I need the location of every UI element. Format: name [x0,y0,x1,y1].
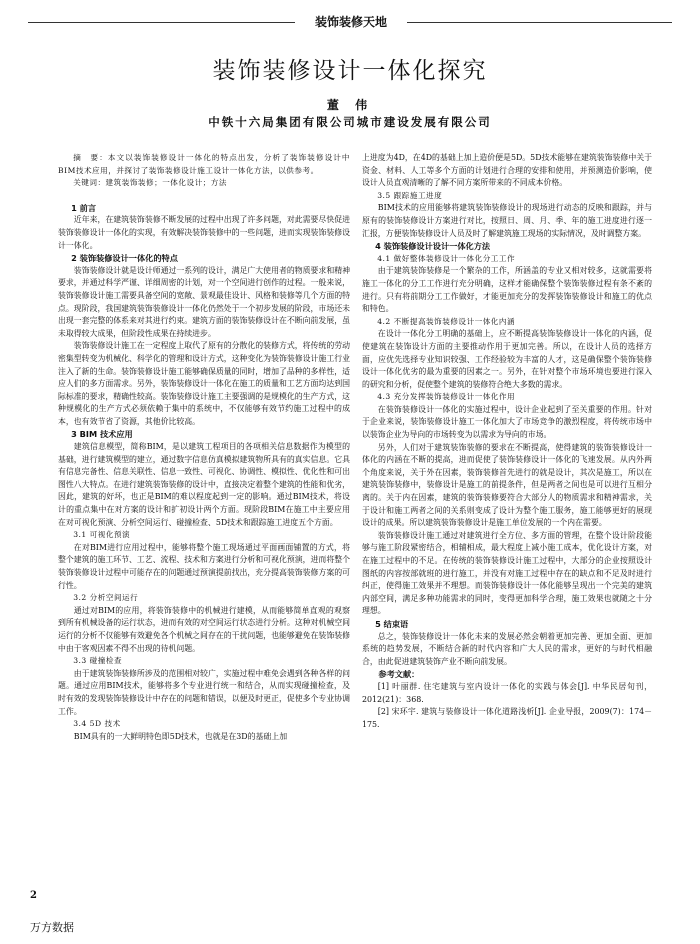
paragraph: 近年来，在建筑装饰装修不断发展的过程中出现了许多问题，对此需要尽快促进装饰装修设计一体化的实现，有效解决装饰装修中的一些问题，进而实现装饰装修设计一体化。 [58,215,350,250]
author-name: 董 伟 [326,98,374,112]
paragraph: 上进度为4D，在4D的基础上加上造价便是5D。5D技术能够在建筑装饰装修中关于资金、材料、人工等多个方面的计划进行合理的安排和使用，并预测造价影响，使设计人员直观清晰的了解不同方案所带来的不同成本价格。 [362,153,652,188]
paragraph: 总之，装饰装修设计一体化未来的发展必然会朝着更加完善、更加全面、更加系统的趋势发展，不断结合新的时代内容和广大人民的需求，更好的与时代相融合，由此促进建筑装饰产业不断向前发展。 [362,631,652,666]
section-banner [0,14,700,30]
section-heading: 5 结束语 [375,618,409,629]
keywords: 关键词：建筑装饰装修；一体化设计；方法 [73,178,227,188]
left-column [58,152,350,743]
paragraph: 在对BIM进行应用过程中，能够将整个施工现场通过平面画面铺置的方式，将整个建筑的施工环节、工艺、流程、技术和方案进行分析和可视化预演，进而将整个装饰装修设计过程中可能存在的问题通过预演提前找出，充分提高装饰装修方案的可行性。 [58,542,350,590]
paragraph: 由于建筑装饰装修是一个繁杂的工作，所涵盖的专业又相对较多，这就需要将施工一体化的分工工作进行充分明确，这样才能确保整个装饰装修过程有条不紊的进行。只有将前期分工工作做好，才能更加充分的发挥装饰装修设计和施工的优点和特色。 [362,266,652,314]
paragraph: BIM技术的应用能够将建筑装饰装修设计的现场进行动态的反映和跟踪，并与原有的装饰装修设计方案进行对比，按照日、周、月、季、年的施工进度进行逐一汇报，方便装饰装修设计人员及时了解建筑施工现场的实际情况，及时调整方案。 [362,203,652,238]
paragraph: 建筑信息模型，简称BIM，是以建筑工程项目的各项相关信息数据作为模型的基础，进行建筑模型的建立，通过数字信息仿真模拟建筑物所具有的真实信息。它具有信息完备性、信息关联性、信息一致性、可视化、协调性、模拟性、优化性和可出图性八大特点。在进行建筑装饰装修的设计中，直接决定着整个建筑的性能和优劣，因此，建筑的好坏，也正是BIM的难以程度起到一定的影响。通过BIM技术，将设计的重点集中在对方案的设计和扩初设计两个方面。现阶段BIM在施工中主要应用在对可视化预演、分析空间运行、碰撞检查、5D技术和跟踪施工进度五个方面。 [58,442,350,527]
reference-item: [2] 宋环宇. 建筑与装修设计一体化道路浅析[J]. 企业导报，2009(7)：174－175. [362,707,652,729]
paragraph: 另外，人们对于建筑装饰装修的要求在不断提高，使得建筑的装饰装修设计一体化的内涵在不断的提高，进而促使了装饰装修设计一体化的飞速发展。从内外两个角度来说，关于外在因素，装饰装修首先进行的就是设计，其次是施工，所以在建筑装饰装修中，装修设计是施工的前提条件，但是两者之间也是可以进行互相分离的。关于内在因素，建筑的装饰装修要符合大部分人的物质需求和精神需求，关于设计和施工两者之间的关系则变成了设计为整个施工服务，施工能够更好的展现设计的成果。所以建筑装饰装修设计是施工单位发展的一个内在需要。 [362,442,652,528]
subsection-heading: 3.1 可视化预演 [73,530,131,540]
paragraph: 装饰装修设计施工通过对建筑进行全方位、多方面的管理，在整个设计阶段能够与施工阶段紧密结合，相辅相成，最大程度上减小施工成本，优化设计方案，对在施工过程中的不足。在传统的装饰装修设计施工过程中，大部分的企业按照设计图纸的内容按部就班的进行施工，并没有对施工过程中存在的缺点和不足及时进行纠正，使得施工效果并不理想。而装饰装修设计一体化能够呈现出一个完美的建筑内部空间，满足多种功能需求的同时，变得更加科学合理，施工效果也就随之十分理想。 [362,530,652,616]
section-heading: 3 BIM 技术应用 [71,429,133,440]
footer-source: 万方数据 [30,921,74,934]
paragraph: 装饰装修设计就是设计师通过一系列的设计，满足广大使用者的物质要求和精神要求，并通过科学严谨、详细周密的计划，对一个空间进行创作的过程。一般来说，装饰装修设计施工需要具备空间的宽敞、景观最佳设计、风格和装修等几个方面的特点。现阶段，我国建筑装饰装修设计一体化仍然处于一个初步发展的阶段，市场还未出现一套完整的体系来对其进行约束。建筑方面的装饰装修设计在不断向前发展，虽未取得较大成果，但阶段性成果在持续进步。 [58,265,350,338]
right-column [362,152,652,731]
spacer [58,190,350,202]
author-affiliation: 中铁十六局集团有限公司城市建设发展有限公司 [208,115,492,129]
subsection-heading: 3.3 碰撞检查 [73,656,123,666]
section-heading: 2 装饰装修设计一体化的特点 [71,253,178,264]
section-label: 装饰装修天地 [295,14,407,30]
subsection-heading: 3.5 跟踪施工进度 [377,190,443,200]
subsection-heading: 4.3 充分发挥装饰装修设计一体化作用 [377,392,516,402]
paragraph: 在装饰装修设计一体化的实施过程中，设计企业起到了至关重要的作用。针对于企业来说，装饰装修设计施工一体化加大了市场竞争的激烈程度，将传统市场中以装饰企业为导向的市场转变为以需求为导向的市场。 [362,404,652,440]
paragraph: 通过对BIM的应用，将装饰装修中的机械进行建模，从而能够简单直观的观察到所有机械设备的运行状态，进而有效的对空间运行状态进行分析。这种对机械空间运行的分析不仅能够有效避免各个机械之间存在的干扰问题，也能够避免在装饰装修中由于客观因素不得不出现的待机问题。 [58,605,350,653]
subsection-heading: 3.2 分析空间运行 [73,593,139,603]
subsection-heading: 3.4 5D 技术 [73,719,121,729]
paragraph: BIM具有的一大鲜明特色即5D技术，也就是在3D的基础上加 [73,731,288,741]
abstract: 摘 要：本文以装饰装修设计一体化的特点出发，分析了装饰装修设计中BIM技术应用，并探讨了装饰装修设计施工设计一体化方法，以供参考。 [58,153,350,175]
subsection-heading: 4.1 做好整体装修设计一体化分工工作 [377,253,516,263]
paragraph: 装饰装修设计施工在一定程度上取代了原有的分散化的装修方式，将传统的劳动密集型转变为机械化、科学化的管理和设计方式，这种变化为装饰装修设计施工行业注入了新的生命。装饰装修设计施工能够确保质量的同时，增加了品种的多样性，适应人们的多方面需求。另外，装饰装修设计一体化在施工的质量和工艺方面均达到国际标准的要求，精确性较高。装饰装修设计施工主要强调的是规模化的生产方式，这种规模化的生产方式必须依赖于集中的系统中，不仅能够有效节约施工过程中的成本，也有效节省了资源，其他价比较高。 [58,341,350,426]
references-heading: 参考文献： [378,669,420,680]
subsection-heading: 4.2 不断提高装饰装修设计一体化内涵 [377,316,516,326]
section-heading: 1 前言 [71,202,97,213]
paragraph: 在设计一体化分工明确的基础上，应不断提高装饰装修设计一体化的内涵，促使建筑在装饰设计方面的主要推动作用于更加完善。所以，在设计人员的选择方面，应优先选择专业知识较强、工作经验较为丰富的人才，这是确保整个装饰装修设计一体化优劣的最为重要的因素之一。另外，在针对整个市场环境也要进行深入的研究和分析，促使整个建筑的装修符合绝大多数的需求。 [362,329,652,389]
reference-item: [1] 叶丽群. 住宅建筑与室内设计一体化的实践与体会[J]. 中华民居旬刊，2012(21)：368. [362,681,652,704]
section-heading: 4 装饰装修设计设计一体化方法 [375,241,491,252]
page-number: 2 [30,890,37,901]
article-title: 装饰装修设计一体化探究 [212,58,488,84]
paragraph: 由于建筑装饰装修所涉及的范围相对较广，实施过程中难免会遇到各种各样的问题。通过应用BIM技术，能够将多个专业进行统一和结合，从而实现碰撞检查，及时有效的发现装饰装修设计中存在的问题和错误，以便及时更正，促使多个专业协调工作。 [58,668,350,716]
